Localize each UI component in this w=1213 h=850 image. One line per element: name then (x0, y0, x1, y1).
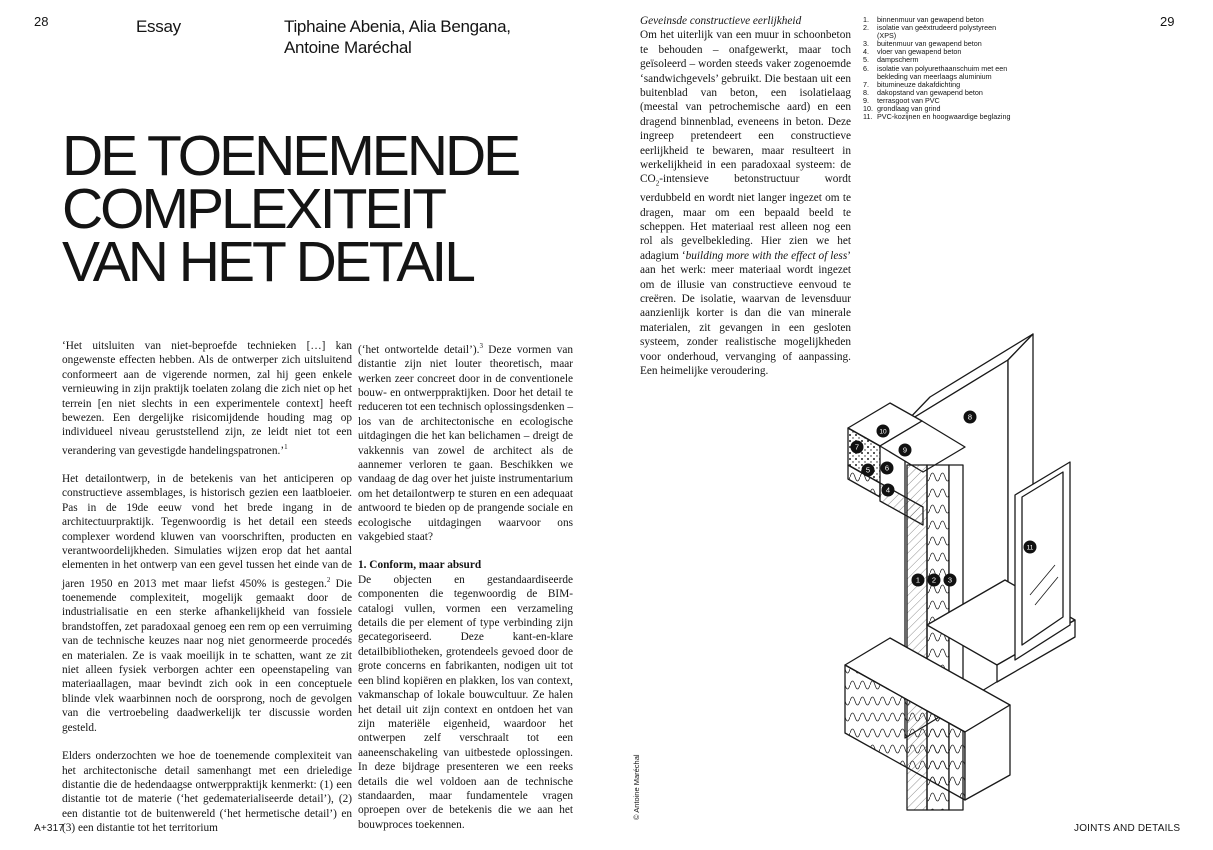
legend-number: 4. (863, 47, 869, 57)
sidebar-kicker: Geveinsde constructieve eerlijkheid (640, 15, 802, 27)
article-title (62, 124, 519, 294)
marker-9: 9 (902, 445, 908, 455)
marker-6: 6 (884, 463, 890, 473)
authors-line-2: Antoine Maréchal (284, 38, 412, 57)
legend-text: buitenmuur van gewapend beton (877, 39, 982, 49)
legend-number: 5. (863, 55, 869, 65)
legend-number: 6. (863, 63, 869, 73)
marker-8: 8 (967, 412, 973, 422)
authors (284, 16, 511, 58)
legend-item (863, 24, 1013, 40)
window-glass (1022, 472, 1063, 645)
authors-line-1: Tiphaine Abenia, Alia Bengana, (284, 17, 511, 36)
marker-1: 1 (915, 575, 921, 585)
legend-number: 8. (863, 87, 869, 97)
legend-text: dampscherm (877, 55, 919, 65)
legend-number: 1. (863, 15, 869, 24)
drawing-legend (863, 16, 1013, 121)
paragraph: Het detailontwerp, in de betekenis van het anticiperen op constructieve assemblages, is historisch gezien een laatbloeier. Pas in de 19de eeuw vond het brede ingang in de architectuurpraktijk. Tegenwoordig is het detail een steeds complexer wordend kluwen van voorschriften, producten en verantwoordelijkheden. Simulaties wijzen erop dat het aantal elementen in het ontwerp van een gevel tussen het einde van de jaren 1950 en 2013 met maar liefst 450% is gestegen.$^2$ Die toenemende complexiteit, mogelijk gemaakt door de industrialisatie en een sterke afhankelijkheid van fossiele brandstoffen, zet paradoxaal genoeg een rem op een verruiming van de technische keuzes naar nog niet genormeerde procedés en materialen. Ze is vaak moeilijk in te schatten, want ze zit niet alleen fysiek verborgen achter een opeenstapeling van materiaallagen, maar bevindt zich ook in een conceptuele blinde vlek waarbinnen noch de oorsprong, noch de gevolgen van die vertroebeling daadwerkelijk ter discussie worden gesteld. (62, 473, 352, 734)
left-footer: A+317 (34, 823, 65, 834)
legend-number: 11. (863, 112, 873, 122)
legend-item (863, 113, 1013, 121)
paragraph: Elders onderzochten we hoe de toenemende complexiteit van het architectonische detail samenhangt met een drieledige distantie die de hedendaagse ontwerppraktijk kenmerkt: (1) een distantie tot de materie (‘het gedematerialiseerde detail’), (2) een distantie tot de buitenwereld (‘het hermetische detail’) en (3) een distantie tot het territorium (62, 750, 352, 835)
sidebar-paragraph: Om het uiterlijk van een muur in schoonbeton te behouden – onafgewerkt, maar toch geïsoleerd – worden steeds vaker zogenoemde ‘sandwichgevels’ gebruikt. Die bestaan uit een buitenblad van beton, een isolatielaag (meestal van petrochemische aard) en een dragend binnenblad, eveneens in beton. Deze ingreep pretendeert een constructieve eerlijkheid te bewaren, maar resulteert in werkelijkheid in een paradoxaal systeem: de $CO_2$-intensieve betonstructuur wordt verdubbeld en wordt niet langer ingezet om te dragen, maar om een bepaald beeld te scheppen. Het materiaal rest alleen nog een rol als gevelbekleding. Hier zien we het adagium ‘building more with the effect of less’ aan het werk: meer materiaal wordt ingezet om de illusie van constructieve eenvoud te creëren. De isolatie, waarvan de levensduur aanzienlijk korter is dan die van minerale materialen, zit gevangen in een gesloten systeem, zonder realistische mogelijkheden voor onderhoud, vervanging of aanpassing. Een heimelijke veroudering. (640, 29, 851, 377)
legend-item (863, 65, 1013, 81)
legend-number: 7. (863, 79, 869, 89)
body-column-2 (358, 339, 573, 832)
legend-number: 2. (863, 23, 869, 33)
footnote-ref-2: 2 (326, 575, 331, 584)
legend-number: 9. (863, 95, 869, 105)
title-line-1: DE TOENEMENDE (62, 124, 519, 188)
legend-text: dakopstand van gewapend beton (877, 87, 983, 97)
paragraph: (‘het ontwortelde detail’).$^3$ Deze vormen van distantie zijn niet louter theoretisch, maar werken zeer concreet door in de conventionele bouw- en ontwerppraktijken. Door het detail te reduceren tot een technisch oplossingsdenken – los van de architectonische en ecologische uitdagingen die het kan belichamen – dreigt de vakkennis van zowel de architect als de aannemer verloren te gaan. Beschikken we vandaag de dag over het juiste instrumentarium om het detailontwerp te sturen en een adequaat antwoord te bieden op de prangende sociale en ecologische uitdagingen waarvoor ons vakgebied staat? (358, 342, 574, 544)
title-line-3: VAN HET DETAIL (62, 230, 473, 294)
section-subheading: 1. Conform, maar absurd (358, 559, 482, 572)
legend-text: bitumineuze dakafdichting (877, 79, 961, 89)
section-label: Essay (136, 17, 181, 36)
legend-number: 3. (863, 39, 869, 49)
photo-credit: © Antoine Maréchal (632, 754, 641, 820)
right-footer: JOINTS AND DETAILS (1074, 823, 1181, 834)
body-column-1 (62, 339, 352, 836)
legend-text: isolatie van geëxtrudeerd polystyreen (XPS) (877, 23, 997, 41)
paragraph: De objecten en gestandaardiseerde componenten die tegenwoordig de BIM-catalogi vullen, vormen een verzameling details die per element of type verbinding zijn gecategoriseerd. Deze kant-en-klare detailbibliotheken, grotendeels gevoed door de grote concerns en fabrikanten, nodigen uit tot een blind kopiëren en plakken, los van context, vakmanschap of lokale bouwcultuur. Ze halen het detail uit zijn context en ontdoen het van zijn materiële eigenheid, waardoor het ontwerpen zelf verschraalt tot een aaneenschakeling van uitbestede oplossingen. In deze bijdrage presenteren we een reeks details die wel voldoen aan de technische standaarden, maar fundamentele vragen oproepen over de betekenis die we aan het bouwproces toekennen. (358, 573, 573, 831)
footnote-ref-1: 1 (284, 442, 288, 451)
marker-2: 2 (931, 575, 937, 585)
legend-text: isolatie van polyurethaanschuim met een bekleding van meerlaags aluminium (877, 63, 1008, 81)
marker-3: 3 (947, 575, 953, 585)
legend-text: binnenmuur van gewapend beton (877, 15, 984, 24)
left-page-number: 28 (34, 14, 49, 29)
title-line-2: COMPLEXITEIT (62, 177, 445, 241)
footnote-ref-3: 3 (479, 342, 483, 350)
legend-text: vloer van gewapend beton (877, 47, 962, 57)
marker-7: 7 (854, 442, 860, 452)
right-page-number: 29 (1160, 14, 1175, 29)
marker-11: 11 (1026, 544, 1034, 552)
marker-4: 4 (885, 485, 891, 495)
legend-number: 10. (863, 104, 873, 114)
legend-text: PVC-kozijnen en hoogwaardige beglazing (877, 112, 1011, 122)
construction-detail-drawing (830, 325, 1100, 825)
legend-text: grondlaag van grind (877, 104, 941, 114)
intro-quote: ‘Het uitsluiten van niet-beproefde technieken […] kan ongewenste effecten hebben. Als de ontwerper zich uitsluitend conformeert aan de vigerende normen, zal hij geen enkele vernieuwing in zijn praktijk toelaten zolang die zich niet op het terrein [en niet slechts in een experimentele context] heeft bewezen. Een dergelijke risicomijdende houding mag op individueel niveau geruststellend zijn, ze leidt niet tot een verandering van gevestigde handelingspatronen.’$^1$ (62, 340, 352, 457)
legend-text: terrasgoot van PVC (877, 95, 940, 105)
sidebar-text (640, 14, 851, 378)
marker-10: 10 (879, 428, 887, 436)
marker-5: 5 (865, 465, 871, 475)
